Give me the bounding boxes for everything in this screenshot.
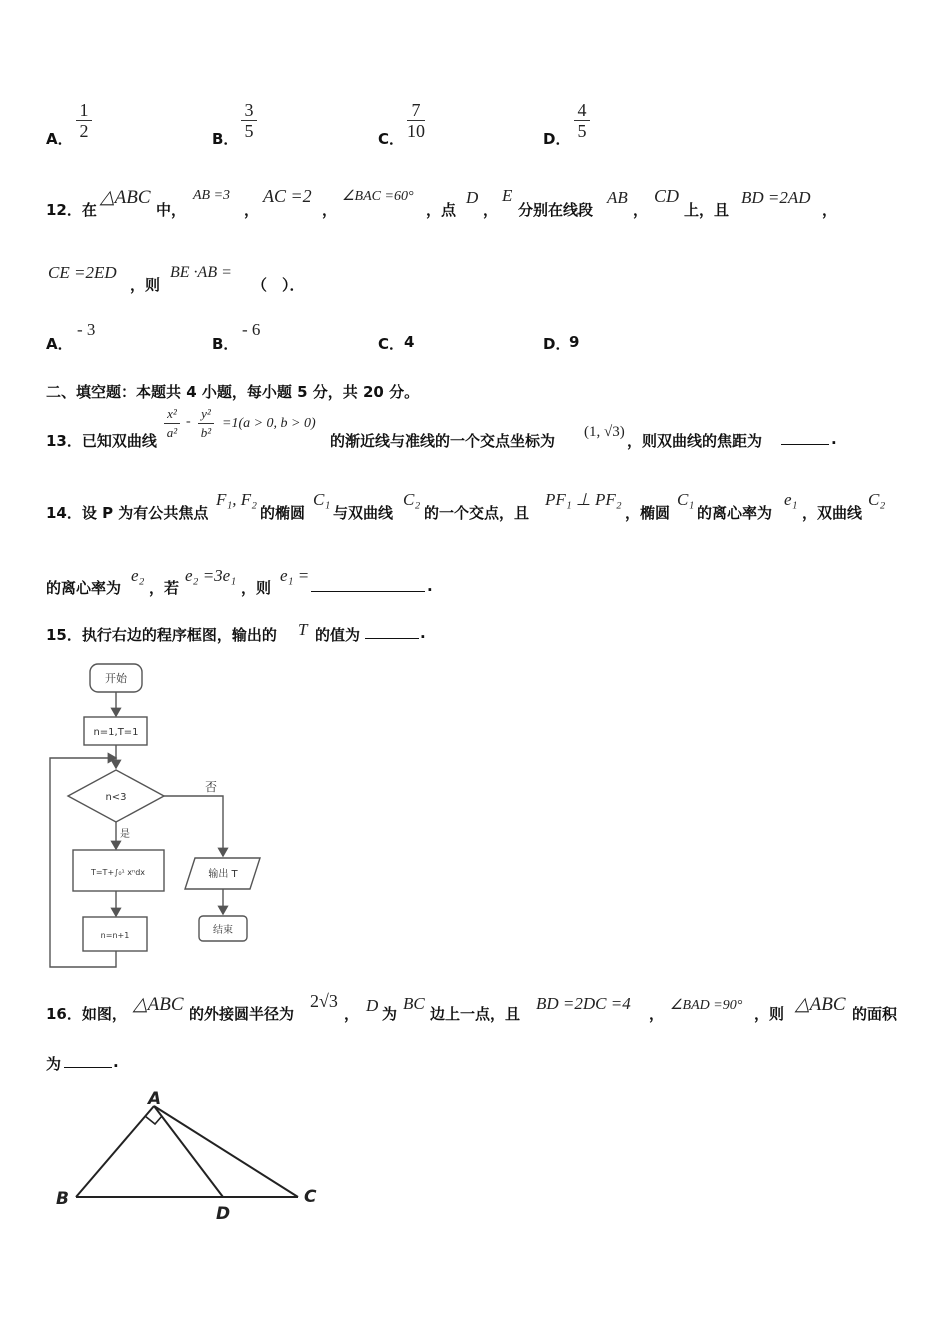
q11-option-c-letter: C． — [378, 130, 405, 148]
flow-end-label: 结束 — [213, 925, 233, 936]
q12-ze: ，则 — [130, 276, 161, 294]
q12-option-d-letter: D． — [543, 335, 571, 353]
q12-ab: AB =3 — [193, 188, 231, 203]
q13-prefix: 13．已知双曲线 — [46, 432, 157, 450]
vertex-a-label: A — [148, 1089, 162, 1109]
q12-ac: AC =2 — [263, 186, 312, 206]
q12-option-c-letter: C． — [378, 335, 405, 353]
flow-output-label: 输出 T — [208, 869, 238, 880]
q11-option-a-fraction[interactable]: 1 2 — [76, 100, 92, 141]
q12-e: E — [502, 186, 513, 205]
q16-cond: BD =2DC =4 — [536, 994, 631, 1013]
right-angle-mark — [145, 1116, 162, 1124]
vertex-b-label: B — [56, 1189, 69, 1209]
q13-point: (1, √3) — [584, 424, 625, 440]
q12-shang: 上，且 — [684, 201, 730, 219]
q14-prefix: 14．设 P 为有公共焦点 — [46, 504, 209, 522]
q11-option-c-fraction[interactable]: 7 10 — [407, 100, 425, 141]
q13-eq-rest: =1(a > 0, b > 0) — [222, 416, 316, 431]
q12-option-b-value[interactable]: - 6 — [242, 320, 261, 339]
q14-c2: C₂ — [403, 490, 421, 509]
q12-option-c-value[interactable]: 4 — [404, 333, 415, 351]
q16-prefix: 16．如图， — [46, 1005, 127, 1023]
q12-fenbie: 分别在线段 — [518, 201, 594, 219]
q12-dot: BE ·AB = — [170, 264, 232, 281]
q16-triangle: △ABC — [133, 994, 184, 1015]
q12-option-a-value[interactable]: - 3 — [77, 320, 96, 339]
q12-paren: （ ）． — [252, 276, 305, 294]
q12-bd: BD =2AD — [741, 188, 811, 207]
q15-prefix: 15．执行右边的程序框图，输出的 — [46, 626, 277, 644]
q14-answer-blank[interactable] — [311, 577, 425, 592]
q12-angle: ∠BAC =60° — [342, 189, 414, 204]
q14-c1-again: C₁ — [677, 490, 695, 509]
q16-d: D — [366, 996, 379, 1015]
q12-dian: ，点 — [426, 201, 457, 219]
triangle-figure — [50, 1088, 340, 1228]
q16-answer-blank[interactable] — [64, 1053, 112, 1068]
q12-option-b-letter: B． — [212, 335, 239, 353]
section-heading: 二、填空题：本题共 4 小题，每小题 5 分，共 20 分。 — [46, 383, 420, 401]
q14-e1: e₁ — [784, 490, 798, 509]
q11-option-d-fraction[interactable]: 4 5 — [574, 100, 590, 141]
q14-c1: C₁ — [313, 490, 331, 509]
flow-process-label: T=T+∫₀¹ xⁿdx — [90, 868, 146, 877]
point-d-label: D — [216, 1204, 231, 1224]
q12-seg-cd: CD — [654, 186, 680, 206]
q13-middle: 的渐近线与准线的一个交点坐标为 — [330, 432, 556, 450]
flowchart — [40, 655, 280, 975]
q13-frac-y: y² b² — [198, 405, 214, 442]
q13-answer-blank[interactable] — [781, 430, 829, 445]
side-ab — [76, 1106, 154, 1197]
q12-option-d-value[interactable]: 9 — [569, 333, 580, 351]
q15-answer-blank[interactable] — [365, 624, 419, 639]
q11-option-a-letter: A． — [46, 130, 73, 148]
q12-ce: CE =2ED — [48, 263, 117, 282]
flow-start-label: 开始 — [105, 672, 127, 685]
q13-suffix: ，则双曲线的焦距为 — [627, 432, 763, 450]
q11-option-b-letter: B． — [212, 130, 239, 148]
segment-ad — [154, 1106, 223, 1197]
q14-foci: F₁, F₂ — [216, 490, 258, 509]
q12-seg-ab: AB — [607, 188, 628, 207]
q14-ask: e₁ = — [280, 566, 310, 585]
q12-triangle: △ABC — [100, 187, 151, 208]
q16-bc: BC — [403, 994, 425, 1013]
flow-condition-label: n<3 — [105, 792, 127, 803]
q14-perp: PF₁ ⊥ PF₂ — [545, 490, 622, 509]
q14-e2: e₂ — [131, 566, 145, 585]
q16-triangle-again: △ABC — [795, 994, 846, 1015]
q13-frac-x: x² a² — [164, 405, 180, 442]
q12-d: D — [466, 188, 479, 207]
flow-yes-label: 是 — [120, 829, 130, 840]
flow-init-label: n=1,T=1 — [93, 727, 139, 738]
flow-no-label: 否 — [205, 780, 218, 794]
vertex-c-label: C — [304, 1187, 317, 1207]
side-ac — [154, 1106, 298, 1197]
q14-cond: e₂ =3e₁ — [185, 566, 237, 585]
q12-prefix: 12．在 — [46, 201, 97, 219]
flow-increment-label: n=n+1 — [100, 931, 130, 940]
q14-c2-again: C₂ — [868, 490, 886, 509]
q16-angle: ∠BAD =90° — [670, 998, 743, 1013]
q16-radius: 2√3 — [310, 991, 338, 1011]
q11-option-b-fraction[interactable]: 3 5 — [241, 100, 257, 141]
q12-option-a-letter: A． — [46, 335, 73, 353]
q12-zhong: 中， — [156, 201, 187, 219]
q15-t: T — [298, 620, 308, 639]
q11-option-d-letter: D． — [543, 130, 571, 148]
